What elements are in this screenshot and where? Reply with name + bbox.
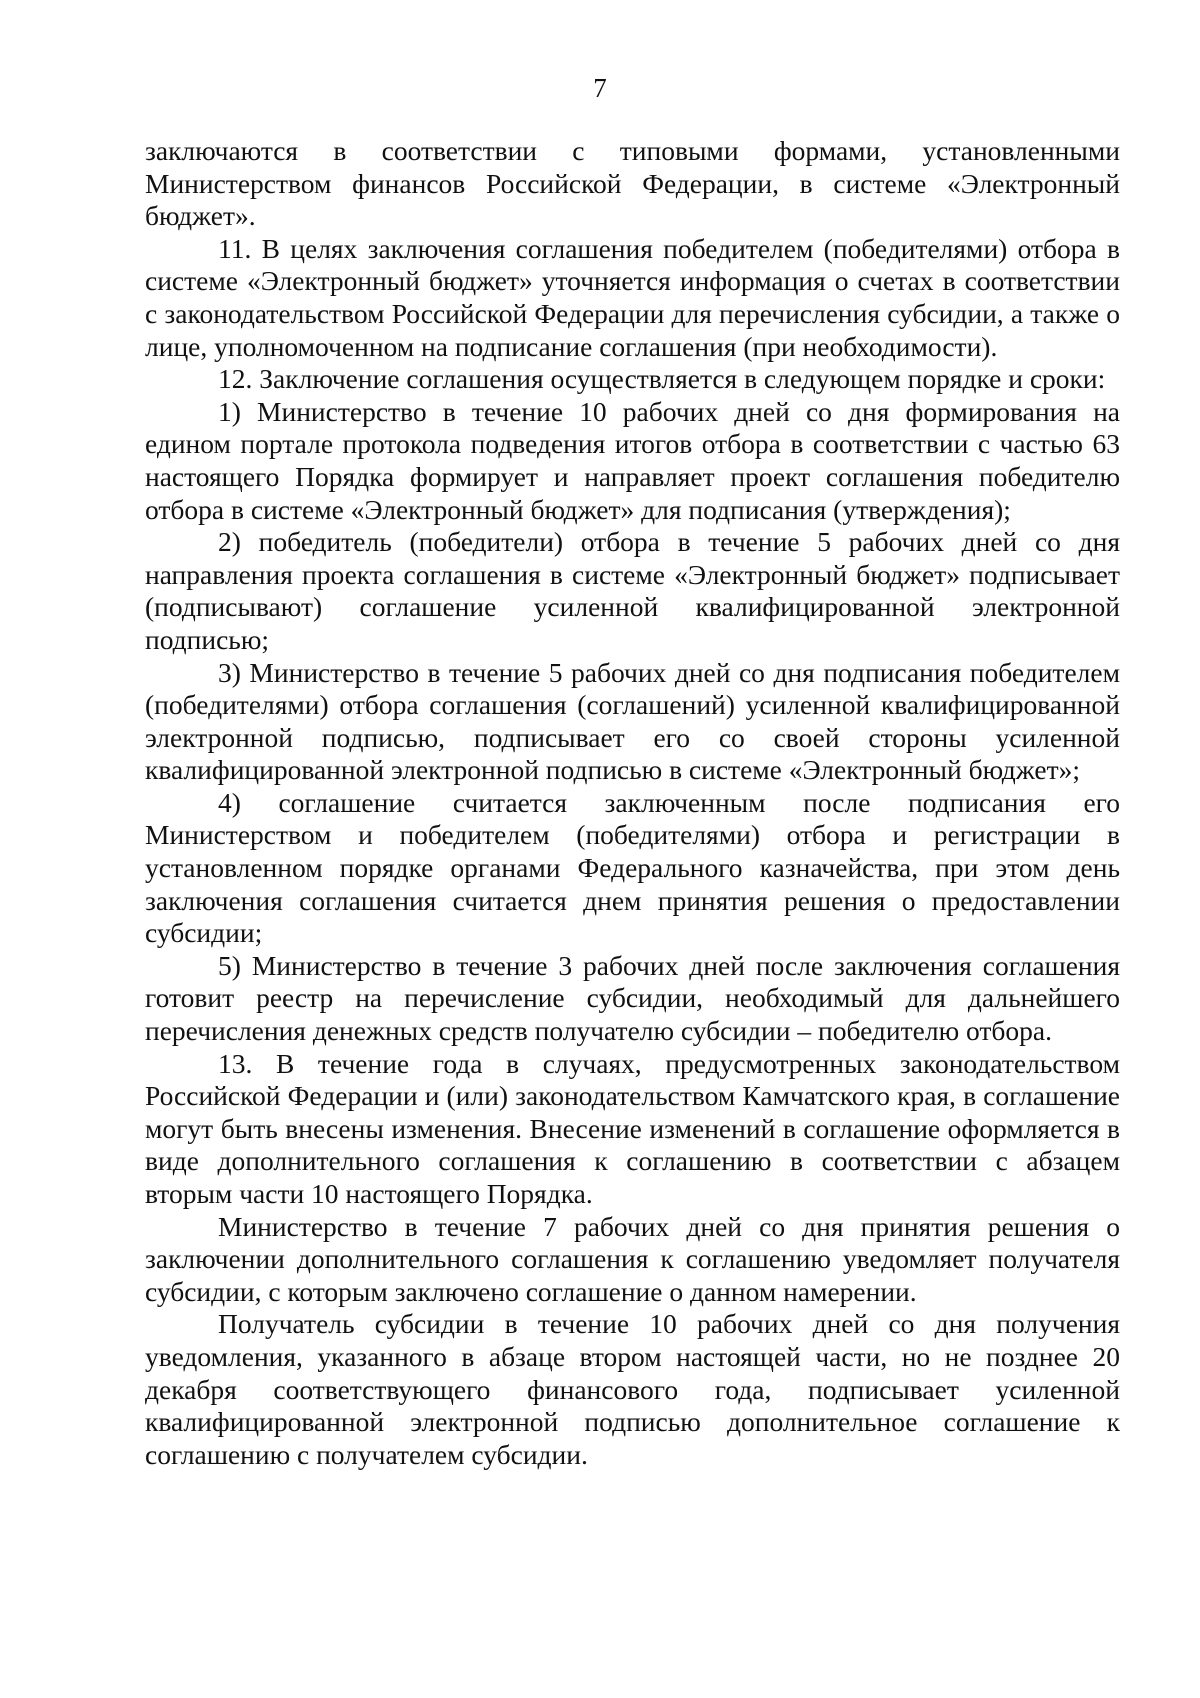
paragraph-item-12: 12. Заключение соглашения осуществляется в следующем порядке и сроки: xyxy=(218,363,1106,395)
paragraph-subitem-4: 4) соглашение считается заключенным после подписания его Министерством и победителем (победителями) отбора и регистрации в установленном порядке органами Федерального казначейства, при этом день заключения соглашения считается днем принятия решения о предоставлении субсидии; xyxy=(145,786,1120,949)
paragraph-item-13: 13. В течение года в случаях, предусмотренных законодательством Российской Федерации и (или) законодательством Камчатского края, в соглашение могут быть внесены изменения. Внесение изменений в соглашение оформляется в виде дополнительного соглашения к соглашению в соответствии с абзацем вторым части 10 настоящего Порядка. xyxy=(145,1047,1120,1209)
page-number: 7 xyxy=(593,73,607,103)
paragraph-subitem-2: 2) победитель (победители) отбора в течение 5 рабочих дней со дня направления проекта соглашения в системе «Электронный бюджет» подписывает (подписывают) соглашение усиленной квалифицированной электронной подписью; xyxy=(145,526,1120,655)
paragraph-subitem-3: 3) Министерство в течение 5 рабочих дней со дня подписания победителем (победителями) отбора соглашения (соглашений) усиленной квалифицированной электронной подписью, подписывает его со своей стороны усиленной квалифицированной электронной подписью в системе «Электронный бюджет»; xyxy=(145,656,1120,786)
paragraph-continuation: заключаются в соответствии с типовыми формами, установленными Министерством финансов Российской Федерации, в системе «Электронный бюджет». xyxy=(145,135,1120,232)
paragraph-item-13-part-3: Получатель субсидии в течение 10 рабочих дней со дня получения уведомления, указанного в абзаце втором настоящей части, но не позднее 20 декабря соответствующего финансового года, подписывает усиленной квалифицированной электронной подписью дополнительное соглашение к соглашению с получателем субсидии. xyxy=(145,1308,1120,1470)
document-body xyxy=(145,135,1120,1471)
paragraph-item-13-part-2: Министерство в течение 7 рабочих дней со дня принятия решения о заключении дополнительного соглашения к соглашению уведомляет получателя субсидии, с которым заключено соглашение о данном намерении. xyxy=(145,1210,1120,1307)
paragraph-subitem-5: 5) Министерство в течение 3 рабочих дней после заключения соглашения готовит реестр на перечисление субсидии, необходимый для дальнейшего перечисления денежных средств получателю субсидии – победителю отбора. xyxy=(145,949,1120,1047)
paragraph-item-11: 11. В целях заключения соглашения победителем (победителями) отбора в системе «Электронный бюджет» уточняется информация о счетах в соответствии с законодательством Российской Федерации для перечисления субсидии, а также о лице, уполномоченном на подписание соглашения (при необходимости). xyxy=(145,232,1120,362)
paragraph-subitem-1: 1) Министерство в течение 10 рабочих дней со дня формирования на едином портале протокола подведения итогов отбора в соответствии с частью 63 настоящего Порядка формирует и направляет проект соглашения победителю отбора в системе «Электронный бюджет» для подписания (утверждения); xyxy=(145,395,1120,525)
